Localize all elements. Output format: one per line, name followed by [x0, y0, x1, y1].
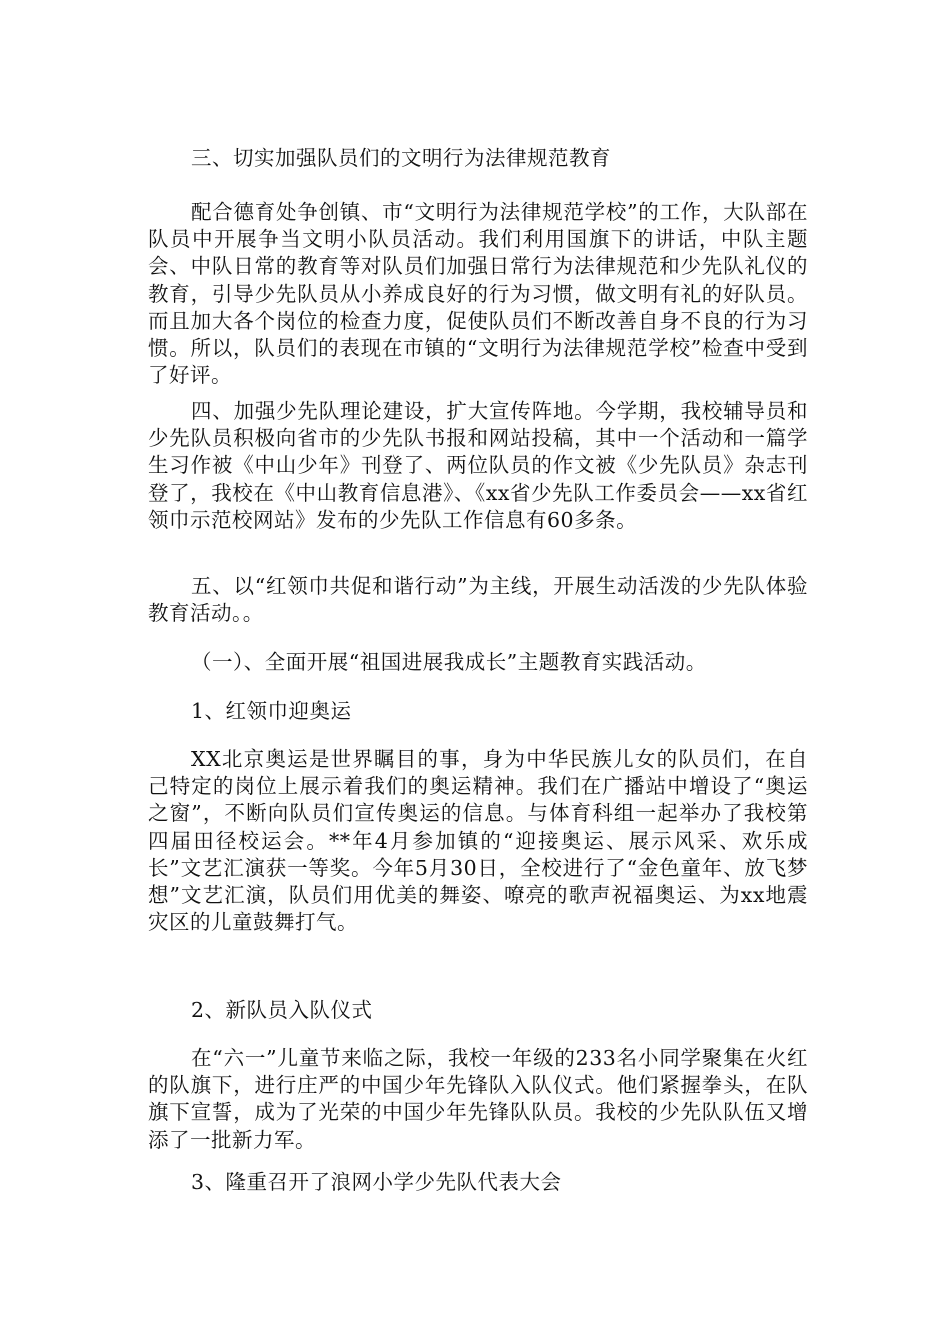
body-paragraph-red-scarf-harmony: 五、以“红领巾共促和谐行动”为主线，开展生动活泼的少先队体验教育活动。。	[148, 574, 808, 626]
section-heading-3: 三、切实加强队员们的文明行为法律规范教育	[191, 146, 611, 170]
body-paragraph-civilized-behavior: 配合德育处争创镇、市“文明行为法律规范学校”的工作，大队部在队员中开展争当文明小队员活动。我们利用国旗下的讲话，中队主题会、中队日常的教育等对队员们加强日常行为法律规范和少先队礼仪的教育，引导少先队员从小养成良好的行为习惯，做文明有礼的好队员。而且加大各个岗位的检查力度，促使队员们不断改善自身不良的行为习惯。所以，队员们的表现在市镇的“文明行为法律规范学校”检查中受到了好评。	[148, 200, 808, 388]
body-paragraph-new-members: 在“六一”儿童节来临之际，我校一年级的233名小同学聚集在火红的队旗下，进行庄严的中国少年先锋队入队仪式。他们紧握拳头，在队旗下宣誓，成为了光荣的中国少年先锋队队员。我校的少先队队伍又增添了一批新力军。	[148, 1046, 808, 1152]
item-heading-olympics: 1、红领巾迎奥运	[191, 699, 352, 723]
subsection-heading-1: （一）、全面开展“祖国进展我成长”主题教育实践活动。	[191, 650, 707, 674]
item-heading-congress: 3、隆重召开了浪网小学少先队代表大会	[191, 1170, 562, 1194]
body-paragraph-olympics: XX北京奥运是世界瞩目的事，身为中华民族儿女的队员们，在自己特定的岗位上展示着我们的奥运精神。我们在广播站中增设了“奥运之窗”，不断向队员们宣传奥运的信息。与体育科组一起举办了我校第四届田径校运会。**年4月参加镇的“迎接奥运、展示风采、欢乐成长”文艺汇演获一等奖。今年5月30日，全校进行了“金色童年、放飞梦想”文艺汇演，队员们用优美的舞姿、嘹亮的歌声祝福奥运、为xx地震灾区的儿童鼓舞打气。	[148, 747, 808, 935]
item-heading-new-members: 2、新队员入队仪式	[191, 998, 373, 1022]
body-paragraph-theory-building: 四、加强少先队理论建设，扩大宣传阵地。今学期，我校辅导员和少先队员积极向省市的少先队书报和网站投稿，其中一个活动和一篇学生习作被《中山少年》刊登了、两位队员的作文被《少先队员》杂志刊登了，我校在《中山教育信息港》、《xx省少先队工作委员会——xx省红领巾示范校网站》发布的少先队工作信息有60多条。	[148, 399, 808, 532]
